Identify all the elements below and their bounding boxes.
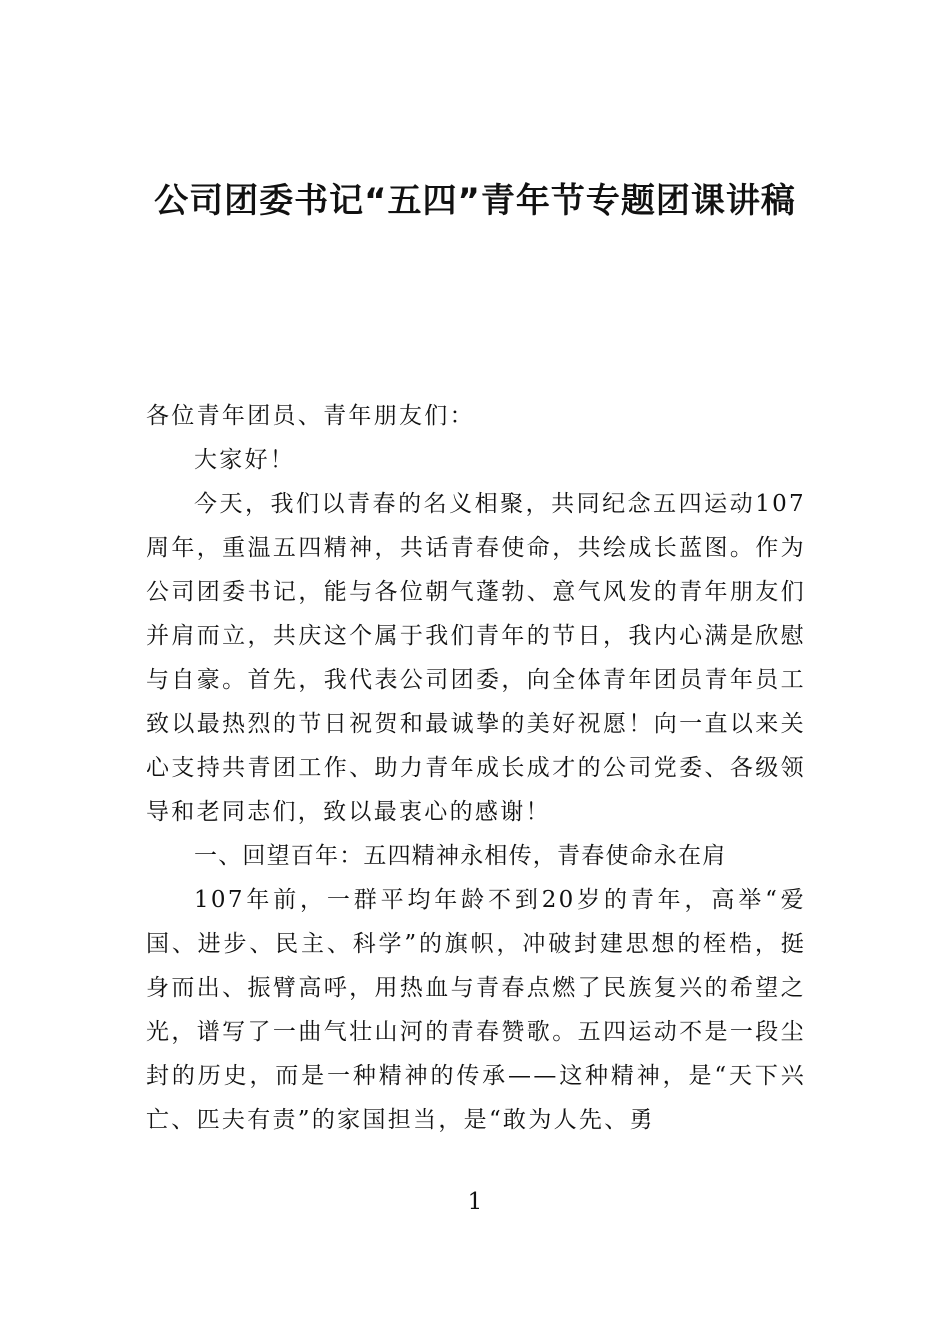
paragraph-2: 107年前，一群平均年龄不到20岁的青年，高举“爱国、进步、民主、科学”的旗帜，冲破封建思想的桎梏，挺身而出、振臂高呼，用热血与青春点燃了民族复兴的希望之光，谱写了一曲气壮山河的青春赞歌。五四运动不是一段尘封的历史，而是一种精神的传承——这种精神，是“天下兴亡、匹夫有责”的家国担当，是“敢为人先、勇 <box>146 887 806 1133</box>
greeting: 大家好！ <box>194 447 296 473</box>
section-1-heading: 一、回望百年：五四精神永相传，青春使命永在肩 <box>194 843 727 869</box>
page-number: 1 <box>467 1189 483 1215</box>
salutation: 各位青年团员、青年朋友们： <box>146 403 475 429</box>
paragraph-1: 今天，我们以青春的名义相聚，共同纪念五四运动107周年，重温五四精神，共话青春使命，共绘成长蓝图。作为公司团委书记，能与各位朝气蓬勃、意气风发的青年朋友们并肩而立，共庆这个属于我们青年的节日，我内心满是欣慰与自豪。首先，我代表公司团委，向全体青年团员青年员工致以最热烈的节日祝贺和最诚挚的美好祝愿！向一直以来关心支持共青团工作、助力青年成长成才的公司党委、各级领导和老同志们，致以最衷心的感谢！ <box>146 491 806 825</box>
document-title: 公司团委书记“五四”青年节专题团课讲稿 <box>154 181 796 221</box>
document-body <box>146 394 806 1142</box>
